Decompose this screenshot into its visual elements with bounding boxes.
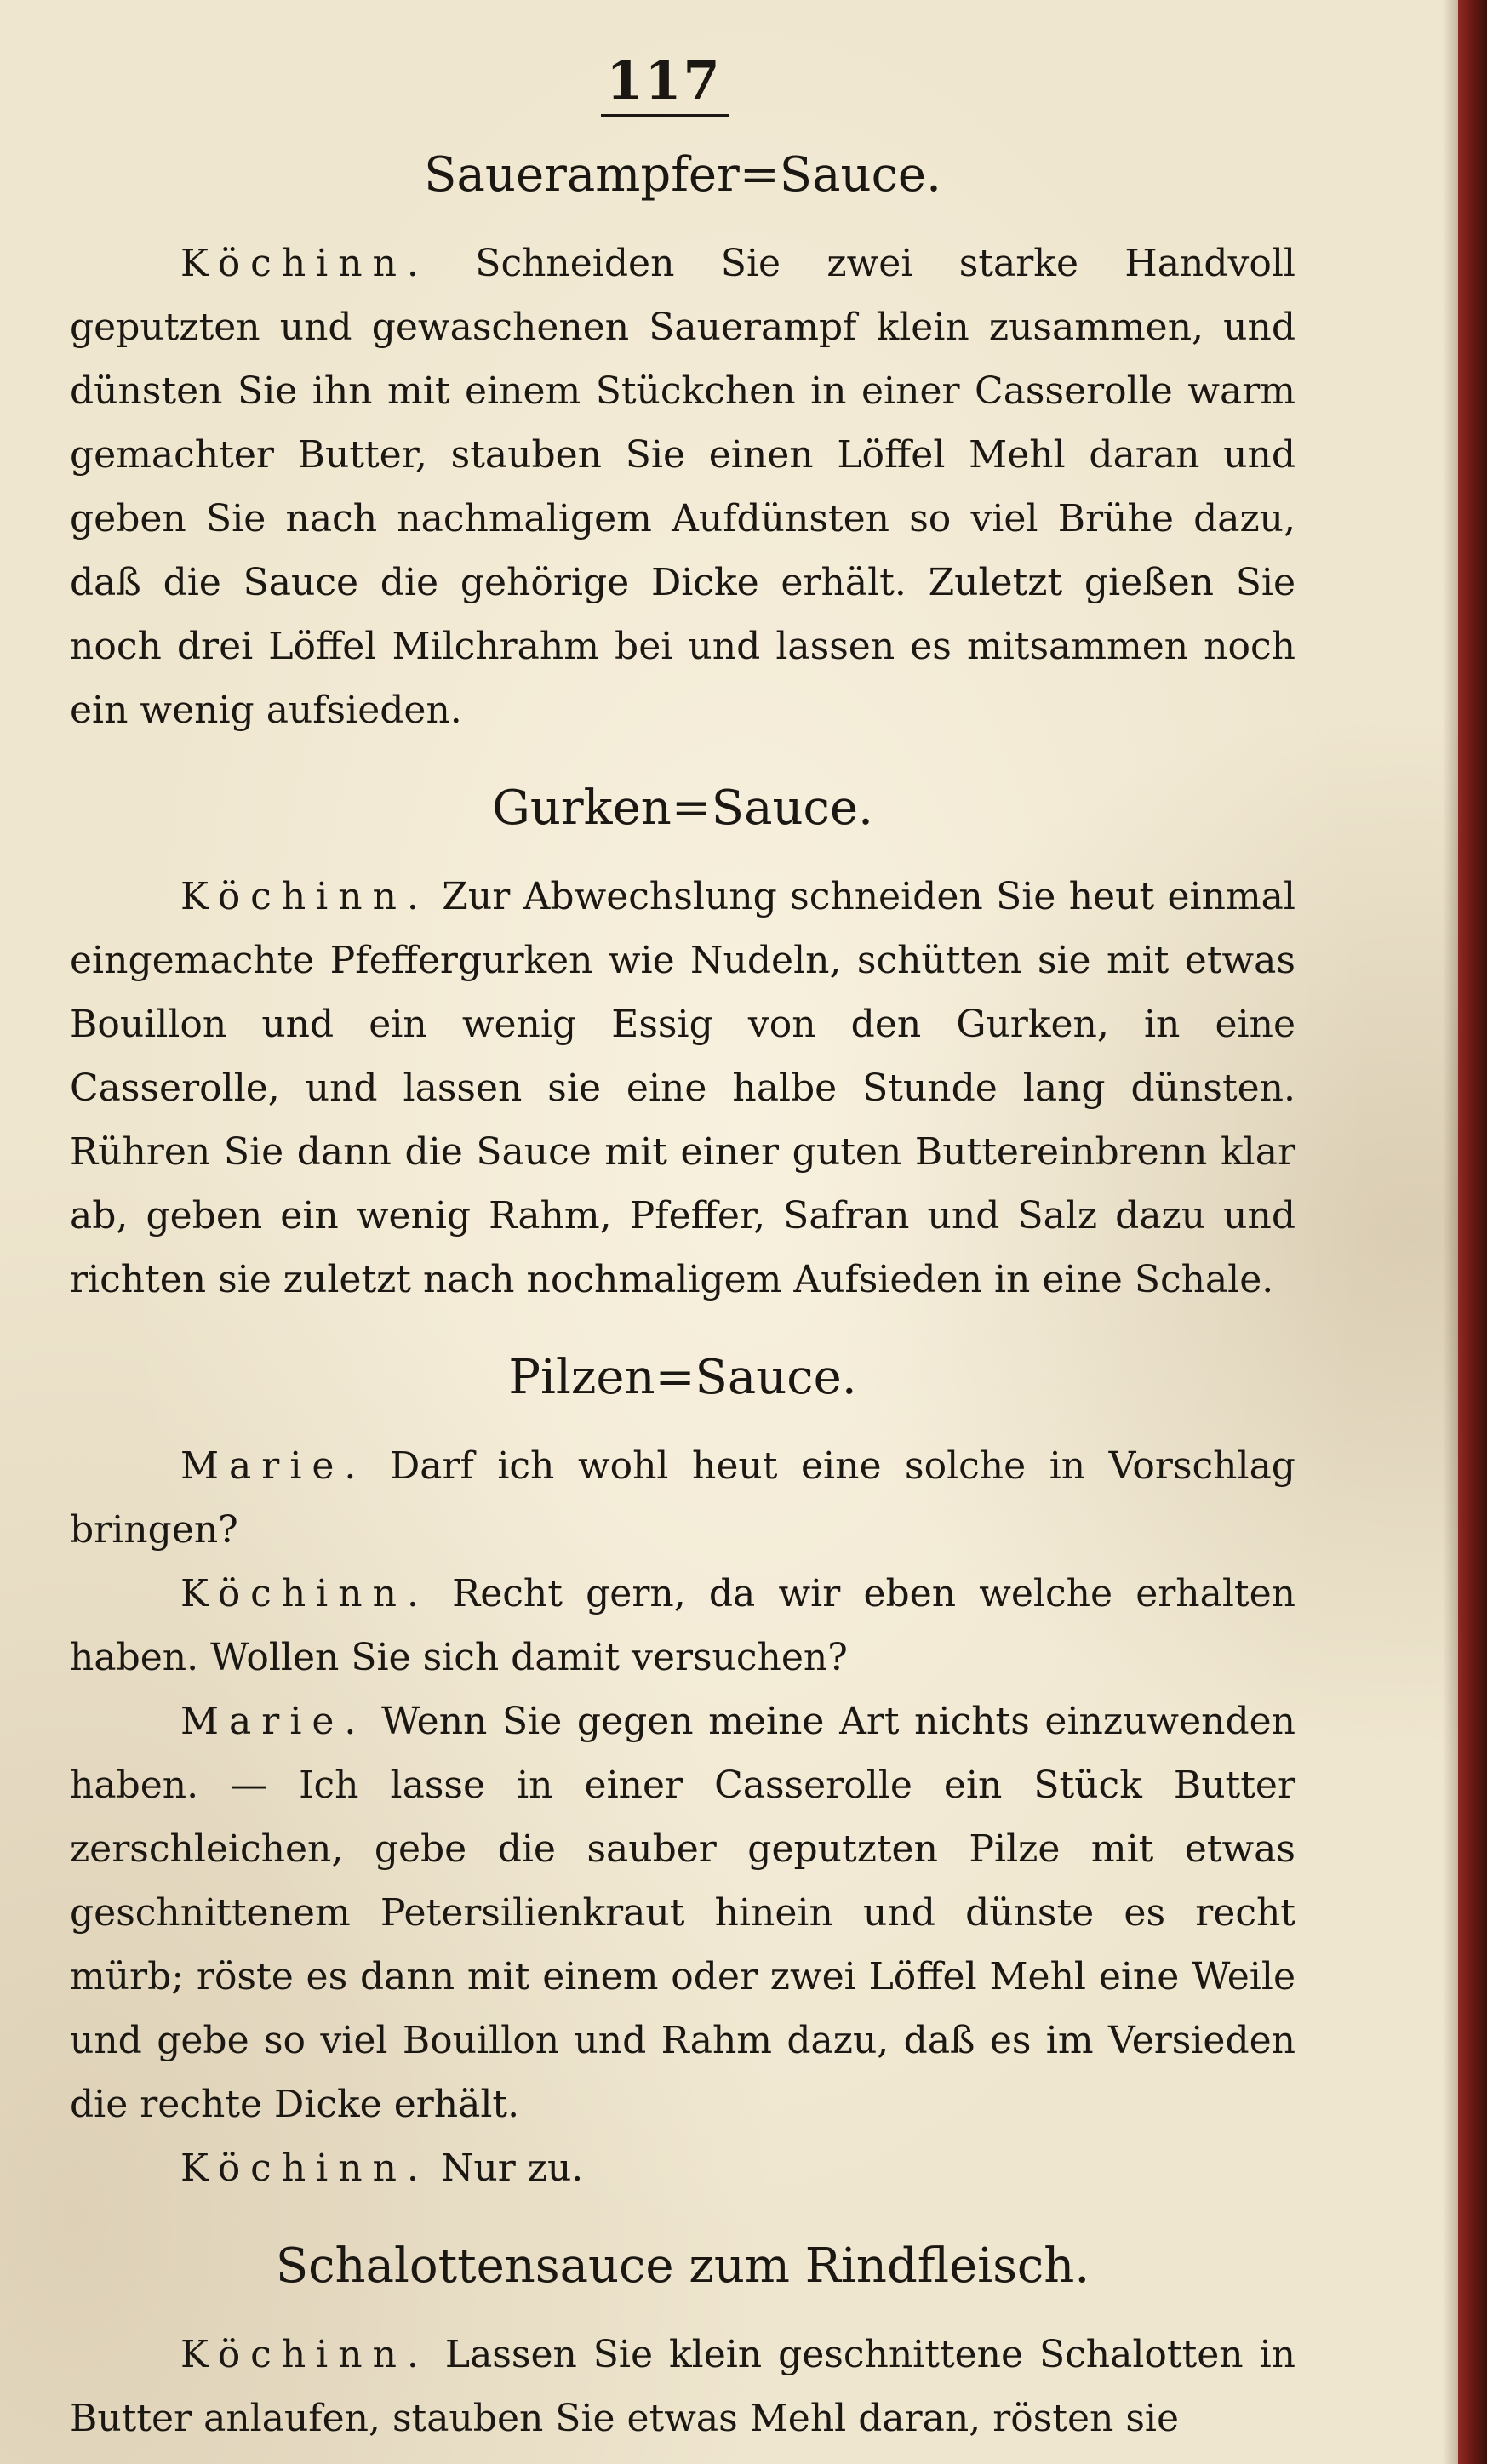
paragraph xyxy=(70,1562,1295,1689)
speaker-name: Köchinn. xyxy=(180,2147,429,2190)
paragraph xyxy=(70,1689,1295,2136)
paragraph-text: Zur Abwechslung schneiden Sie heut einmal eingemachte Pfeffergurken wie Nudeln, schütten sie mit etwas Bouillon und ein wenig Essig von den Gurken, in eine Casserolle, und lassen sie eine halbe Stunde lang dünsten. Rühren Sie dann die Sauce mit einer guten Buttereinbrenn klar ab, geben ein wenig Rahm, Pfeffer, Safran und Salz dazu und richten sie zuletzt nach nochmaligem Aufsieden in eine Schale. xyxy=(70,875,1295,1301)
section-title-gurken: Gurken=Sauce. xyxy=(492,780,873,836)
book-cover-edge xyxy=(1458,0,1487,2464)
speaker-name: Köchinn. xyxy=(180,1572,429,1615)
paragraph xyxy=(70,2136,1295,2200)
speaker-name: Köchinn. xyxy=(180,2333,429,2376)
paragraph xyxy=(70,2323,1295,2450)
paragraph xyxy=(70,232,1295,742)
page-number: 117 xyxy=(606,49,722,111)
page-gutter-shadow xyxy=(1443,0,1458,2464)
speaker-name: Marie. xyxy=(180,1444,367,1488)
paragraph-text: Lassen Sie klein geschnittene Schalotten in Butter anlaufen, stauben Sie etwas Mehl daran, rösten sie xyxy=(70,2333,1295,2440)
speaker-name: Köchinn. xyxy=(180,242,429,285)
paragraph-text: Schneiden Sie zwei starke Handvoll geputzten und gewaschenen Sauerampf klein zusammen, und dünsten Sie ihn mit einem Stückchen in einer Casserolle warm gemachter Butter, stauben Sie einen Löffel Mehl daran und geben Sie nach nachmaligem Aufdünsten so viel Brühe dazu, daß die Sauce die gehörige Dicke erhält. Zuletzt gießen Sie noch drei Löffel Milchrahm bei und lassen es mitsammen noch ein wenig aufsieden. xyxy=(70,242,1295,732)
page-number-rule xyxy=(601,114,729,117)
paragraph-text: Recht gern, da wir eben welche erhalten haben. Wollen Sie sich damit versuchen? xyxy=(70,1572,1295,1679)
paragraph-text: Wenn Sie gegen meine Art nichts einzuwenden haben. — Ich lasse in einer Casserolle ein Stück Butter zerschleichen, gebe die sauber geputzten Pilze mit etwas geschnittenem Petersilienkraut hinein und dünste es recht mürb; röste es dann mit einem oder zwei Löffel Mehl eine Weile und gebe so viel Bouillon und Rahm dazu, daß es im Versieden die rechte Dicke erhält. xyxy=(70,1700,1295,2126)
section-title-pilzen: Pilzen=Sauce. xyxy=(508,1350,857,1405)
paragraph-text: Darf ich wohl heut eine solche in Vorschlag bringen? xyxy=(70,1444,1295,1552)
speaker-name: Marie. xyxy=(180,1700,367,1743)
page-content xyxy=(70,128,1295,2450)
speaker-name: Köchinn. xyxy=(180,875,429,918)
section-title-sauerampfer: Sauerampfer=Sauce. xyxy=(424,147,941,203)
section-title-schalotten: Schalottensauce zum Rindfleisch. xyxy=(275,2238,1090,2294)
paragraph-text: Nur zu. xyxy=(440,2147,584,2190)
paragraph xyxy=(70,1434,1295,1562)
paragraph xyxy=(70,865,1295,1312)
